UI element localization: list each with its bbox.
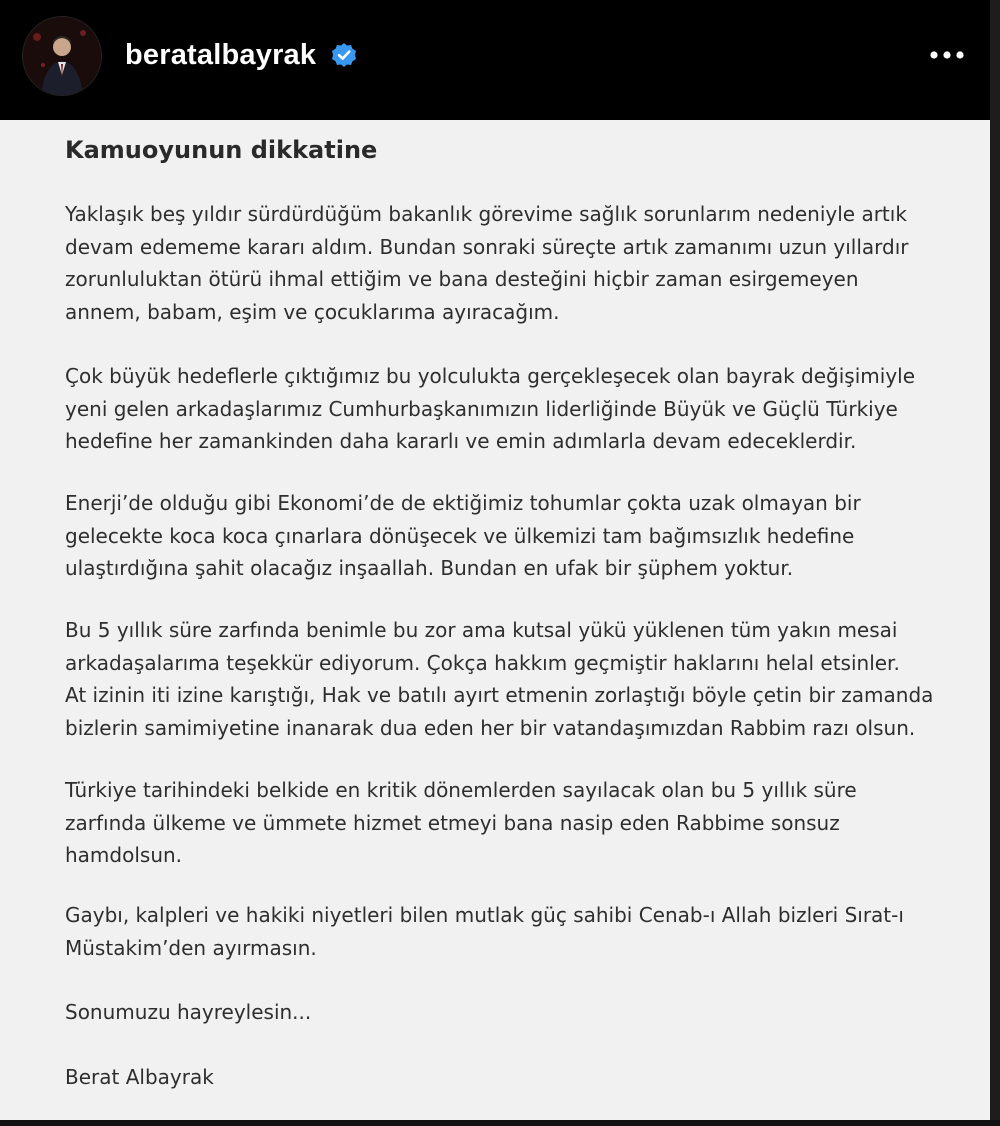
paragraph-line: zorunluluktan ötürü ihmal ettiğim ve bana desteğini hiçbir zaman esirgemeyen — [65, 267, 859, 291]
paragraph-line: arkadaşalarıma teşekkür ediyorum. Çokça hakkım geçmiştir haklarını helal etsinler. — [65, 650, 900, 675]
signature-line: Berat Albayrak — [65, 1065, 214, 1089]
statement-paragraph — [65, 996, 965, 1029]
paragraph-line: Bu 5 yıllık süre zarfında benimle bu zor ama kutsal yükü yüklenen tüm yakın mesai — [65, 618, 898, 642]
statement-title: Kamuoyunun dikkatine — [65, 136, 378, 164]
paragraph-line: ulaştırdığına şahit olacağız inşaallah. Bundan en ufak bir şüphem yoktur. — [65, 556, 794, 580]
statement-paragraph — [65, 198, 965, 328]
statement-paragraph — [65, 614, 965, 744]
statement-paragraph — [65, 899, 965, 964]
paragraph-line: bizlerin samimiyetine inanarak dua eden her bir vatandaşımızdan Rabbim razı olsun. — [65, 715, 916, 740]
more-dots-icon[interactable] — [925, 44, 969, 66]
paragraph-line: gelecekte koca koca çınarlara dönüşecek ve ülkemizi tam bağımsızlık hedefine — [65, 523, 855, 548]
paragraph-line: annem, babam, eşim ve çocuklarıma ayıracağım. — [65, 299, 560, 324]
paragraph-line: zarfında ülkeme ve ümmete hizmet etmeyi bana nasip eden Rabbime sonsuz — [65, 810, 840, 835]
paragraph-line: hamdolsun. — [65, 843, 183, 867]
paragraph-line: At izinin iti izine karıştığı, Hak ve batılı ayırt etmenin zorlaştığı böyle çetin bir zamanda — [65, 683, 934, 707]
statement-paragraph — [65, 360, 965, 458]
post-image-statement — [0, 120, 990, 1120]
profile-avatar[interactable] — [22, 16, 102, 96]
username[interactable]: beratalbayrak — [125, 39, 317, 71]
paragraph-line: Gaybı, kalpleri ve hakiki niyetleri bilen mutlak güç sahibi Cenab-ı Allah bizleri Sırat-ı — [65, 903, 904, 927]
paragraph-line: devam edememe kararı aldım. Bundan sonraki süreçte artık zamanımı uzun yıllardır — [65, 234, 909, 259]
paragraph-line: Yaklaşık beş yıldır sürdürdüğüm bakanlık görevime sağlık sorunlarım nedeniyle artık — [65, 202, 907, 226]
statement-signature — [65, 1061, 965, 1094]
paragraph-line: Enerji’de olduğu gibi Ekonomi’de de ektiğimiz tohumlar çokta uzak olmayan bir — [65, 491, 861, 515]
avatar-portrait-icon — [23, 17, 101, 95]
bottom-edge — [0, 1120, 1000, 1126]
paragraph-line: hedefine her zamankinden daha kararlı ve emin adımlarla devam edeceklerdir. — [65, 429, 857, 453]
paragraph-line: yeni gelen arkadaşlarımız Cumhurbaşkanımızın liderliğinde Büyük ve Güçlü Türkiye — [65, 396, 898, 421]
paragraph-line: Çok büyük hedeflerle çıktığımız bu yolculukta gerçekleşecek olan bayrak değişimiyle — [65, 364, 916, 388]
paragraph-line: Türkiye tarihindeki belkide en kritik dönemlerden sayılacak olan bu 5 yıllık süre — [65, 778, 857, 802]
statement-paragraph — [65, 487, 965, 585]
scrollbar[interactable] — [990, 0, 1000, 1126]
paragraph-line: Sonumuzu hayreylesin... — [65, 1000, 312, 1024]
verified-badge-icon — [331, 42, 357, 68]
statement-paragraph — [65, 774, 965, 872]
paragraph-line: Müstakim’den ayırmasın. — [65, 935, 317, 960]
post-header — [0, 0, 1000, 120]
